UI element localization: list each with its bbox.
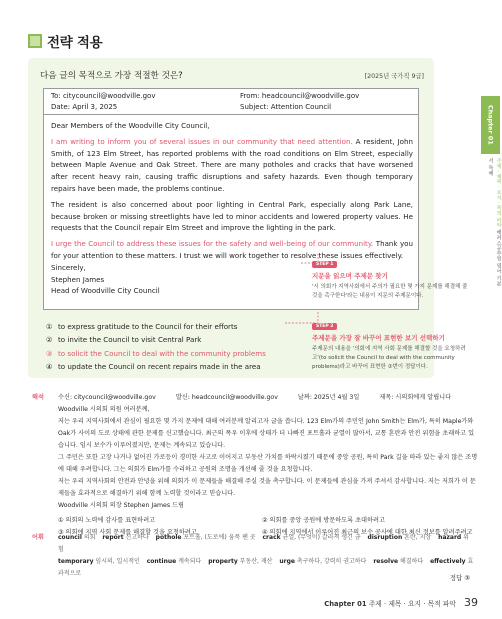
step-2-desc: 주제문의 내용을 '의회에 지역 사회 문제를 해결할 것을 요청하려고'(to solicit the Council to deal with the community problems)라고 바꾸어 표현한 ③번이 정답이다.	[312, 346, 466, 370]
explanation-greeting: Woodville 시의회 의원 여러분께,	[58, 406, 150, 413]
explanation-choice-1: ① 의회의 노력에 감사를 표현하려고	[58, 517, 156, 524]
email-date: Date: April 3, 2025	[51, 103, 118, 111]
explanation-choice-2: ② 의회를 중앙 공원에 방문하도록 초대하려고	[262, 517, 385, 524]
choice-4[interactable]: ④ to update the Council on recent repairs made in the area	[46, 362, 261, 372]
urge-sentence-highlight: I urge the Council to address these issues for the safety and well-being of our community.	[51, 239, 374, 249]
side-chapter-sub: 주제 · 제목 · 요지 · 목적 파악 해커스공무원 영어 기본서 독해	[487, 158, 501, 286]
choice-3[interactable]: ③ to solicit the Council to deal with the community problems	[46, 348, 266, 358]
explanation-choice-3: ③ 의회에 지역 사회 문제를 해결할 것을 요청하려고	[58, 529, 197, 536]
explanation-label: 해석	[32, 394, 44, 401]
page-number: 39	[464, 596, 478, 609]
explanation-closing: Woodville 시의회 의장 Stephen James 드림	[58, 502, 184, 509]
topic-sentence-highlight: I am writing to inform you of several issues in our community that need attention.	[51, 136, 353, 146]
step-2-title: 주제문을 가장 잘 바꾸어 표현한 보기 선택하기	[312, 334, 445, 342]
explanation-paragraph-3: 저는 우리 지역사회의 안전과 안녕을 위해 의회가 이 문제들을 해결해 주실 것을 촉구합니다. 이 문제들에 관심을 가져 주셔서 감사합니다. 저는 저희가 이 문제들을 효과적으로 해결하기 위해 함께 노력할 것이라고 믿습니다.	[58, 478, 476, 497]
explanation-body	[58, 392, 478, 539]
vocabulary-list	[58, 532, 478, 580]
step-1-tag: STEP 1	[312, 261, 337, 268]
question-text: 다음 글의 목적으로 가장 적절한 것은?	[40, 71, 183, 81]
email-to: To: citycouncil@woodville.gov	[51, 92, 156, 100]
footer-chapter: Chapter 01 주제 · 제목 · 요지 · 목적 파악	[324, 600, 456, 608]
chapter-side-tab	[480, 96, 500, 286]
vocabulary-label: 어휘	[32, 534, 44, 541]
letter-paragraph-1: I am writing to inform you of several issues in our community that need attention. A resident, John Smith, of 123 Elm Street, has reported problems with the road conditions on Elm Street, especially between Maple Avenue and Oak Street. There are many potholes and cracks that have worsened after recent heavy rain, causing traffic disruptions and safety hazards. Even though temporary repairs have been made, the problems continue.	[51, 136, 413, 193]
section-title: 전략 적용	[47, 35, 103, 51]
explanation-meta: 수신: citycouncil@woodville.gov 발신: headcouncil@woodville.gov 날짜: 2025년 4월 3일 제목: 시의회에게 알립니다	[58, 394, 452, 401]
section-square-icon	[28, 34, 42, 48]
email-header	[44, 89, 418, 115]
question-line	[40, 69, 424, 81]
section-header	[28, 32, 102, 50]
answer-label: 정답 ③	[449, 574, 470, 582]
explanation-paragraph-1: 저는 우리 지역사회에서 관심이 필요한 몇 가지 문제에 대해 여러분께 알리고자 글을 씁니다. 123 Elm가의 주민인 John Smith는 Elm가, 특히 Maple가와 Oak가 사이의 도로 상태에 관한 문제를 신고했습니다. 최근의 폭우 이후에 상태가 더 나빠진 포트홀과 균열이 많아서, 교통 혼란과 안전 위험을 초래하고 있습니다. 임시 보수가 이루어졌지만, 문제는 계속되고 있습니다.	[58, 418, 475, 449]
letter-paragraph-2: The resident is also concerned about poor lighting in Central Park, especially along Park Lane, because broken or missing streetlights have led to minor accidents and lowered property values. He requests that the Council repair Elm Street and improve the lighting in the park.	[51, 199, 413, 233]
letter-closing: Sincerely,	[51, 262, 86, 272]
step-2-tag: STEP 2	[312, 323, 337, 330]
vocabulary-line-2: temporary 임시의, 일시적인 continue 계속되다 property 부동산, 재산 urge 촉구하다, 강력히 권고하다 resolve 해결하다 effectively 효과적으로	[58, 558, 474, 577]
question-source: [2025년 국가직 9급]	[364, 73, 424, 80]
email-from: From: headcouncil@woodville.gov	[240, 92, 360, 100]
explanation-choice-4: ④ 의회에 지역에서 이루어진 최근의 보수 공사에 대한 최신 정보를 알려주려고	[262, 529, 473, 536]
email-subject: Subject: Attention Council	[240, 103, 332, 111]
side-chapter-label: Chapter 01	[481, 96, 500, 154]
letter-signer-title: Head of Woodville City Council	[51, 286, 160, 296]
choice-2[interactable]: ② to invite the Council to visit Central Park	[46, 335, 202, 345]
step-2	[312, 312, 472, 372]
step-1-title: 지문을 읽으며 주제문 찾기	[312, 272, 388, 280]
step-1-desc: '시 의회가 지역사회에서 주의가 필요한 몇 가지 문제를 해결해 줄 것을 촉구한다'라는 내용이 지문의 주제문이다.	[312, 284, 468, 299]
letter-signer: Stephen James	[51, 274, 105, 284]
page-footer	[324, 596, 478, 609]
explanation-paragraph-2: 그 주민은 또한 고장 나거나 없어진 가로등이 경미한 사고로 이어지고 부동산 가치를 하락시켰기 때문에 중앙 공원, 특히 Park 길을 따라 있는 좋지 않은 조명에 대해 우려합니다. 그는 의회가 Elm가를 수리하고 공원의 조명을 개선해 줄 것을 요청합니다.	[58, 454, 478, 473]
letter-greeting: Dear Members of the Woodville City Council,	[51, 121, 210, 130]
vocabulary-line-1: council 의회 report 신고하다 pothole 포트홀, (도로에) 움푹 팬 곳 crack 균열, (무엇이) 갈라져 생긴 금 disruption 혼란, 지장 hazard 위험	[58, 534, 469, 553]
letter-paragraph-3: I urge the Council to address these issues for the safety and well-being of our community. Thank you for your attention to these matters. I trust we will work together to resolve these issues effectively.	[51, 239, 414, 260]
choice-1[interactable]: ① to express gratitude to the Council for their efforts	[46, 322, 238, 332]
step-1	[312, 250, 472, 301]
